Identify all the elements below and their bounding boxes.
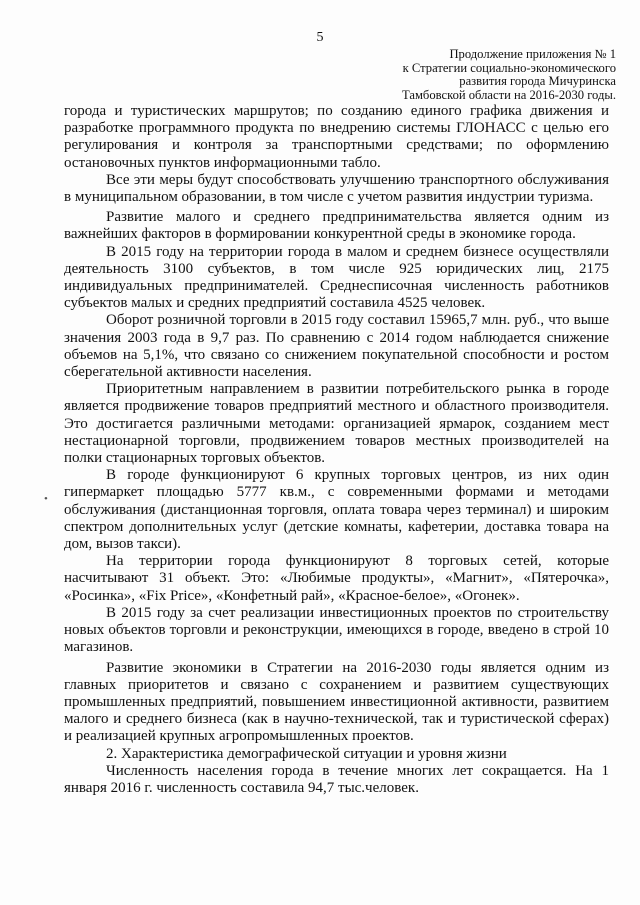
appendix-header-note bbox=[356, 48, 616, 102]
header-line: Продолжение приложения № 1 bbox=[449, 47, 616, 61]
paragraph-small-business-2015: В 2015 году на территории города в малом и среднем бизнесе осуществляли деятельность 3100 субъектов, в том числе 925 юридических лиц, 2175 индивидуальных предпринимателей. Среднесписочная численность работников субъектов малых и средних предприятий составила 4525 человек. bbox=[64, 243, 609, 312]
header-line: развития города Мичуринска bbox=[459, 74, 616, 88]
paragraph-small-business-intro: Развитие малого и среднего предпринимательства является одним из важнейших факторов в формировании конкурентной среды в экономике города. bbox=[64, 209, 609, 243]
paragraph-transport-measures: Все эти меры будут способствовать улучшению транспортного обслуживания в муниципальном образовании, в том числе с учетом развития индустрии туризма. bbox=[64, 171, 609, 206]
header-line: Тамбовской области на 2016-2030 годы. bbox=[401, 87, 616, 102]
paragraph-economy-priorities: Развитие экономики в Стратегии на 2016-2030 годы является одним из главных приоритетов и связано с сохранением и развитием существующих промышленных предприятий, повышением инвестиционной активности, развитием малого и среднего бизнеса (как в научно-технической, так и туристической сферах) и реализацией крупных агропромышленных проектов. bbox=[64, 659, 609, 745]
section-heading-demography: 2. Характеристика демографической ситуации и уровня жизни bbox=[106, 745, 507, 762]
paragraph-transport-continuation: города и туристических маршрутов; по созданию единого графика движения и разработке программного продукта по внедрению системы ГЛОНАСС с целью его регулирования и контроля за транспортными средствами; по оформлению остановочных пунктов информационными табло. bbox=[64, 103, 609, 171]
scan-mark: • bbox=[44, 493, 48, 505]
paragraph-consumer-market-priority: Приоритетным направлением в развитии потребительского рынка в городе является продвижение товаров предприятий местного и областного производителя. Это достигается различными методами: организацией ярмарок, созданием мест нестационарной торговли, продвижением товаров местных производителей на полки стационарных торговых объектов. bbox=[64, 381, 609, 467]
paragraph-population: Численность населения города в течение многих лет сокращается. На 1 января 2016 г. численность составила 94,7 тыс.человек. bbox=[64, 762, 609, 796]
paragraph-new-stores: В 2015 году за счет реализации инвестиционных проектов по строительству новых объектов торговли и реконструкции, имеющихся в городе, введено в строй 10 магазинов. bbox=[64, 604, 609, 656]
document-body bbox=[64, 103, 609, 797]
paragraph-shopping-centers: В городе функционируют 6 крупных торговых центров, из них один гипермаркет площадью 5777 кв.м., с современными формами и методами обслуживания (дистанционная торговля, оплата товара через терминал) и широким спектром дополнительных услуг (детские комнаты, кафетерии, доставка товара на дом, вызов такси). bbox=[64, 467, 609, 553]
header-line: к Стратегии социально-экономического bbox=[402, 60, 616, 75]
paragraph-retail-chains: На территории города функционируют 8 торговых сетей, которые насчитывают 31 объект. Это: «Любимые продукты», «Магнит», «Пятерочка», «Росинка», «Fix Price», «Конфетный рай», «Красное-белое», «Огонек». bbox=[64, 553, 609, 604]
page-number: 5 bbox=[316, 30, 324, 45]
paragraph-retail-turnover: Оборот розничной торговли в 2015 году составил 15965,7 млн. руб., что выше значения 2003 года в 9,7 раз. По сравнению с 2014 годом наблюдается снижение объемов на 5,1%, что связано со снижением покупательной способности и ростом сберегательной активности населения. bbox=[64, 312, 609, 381]
